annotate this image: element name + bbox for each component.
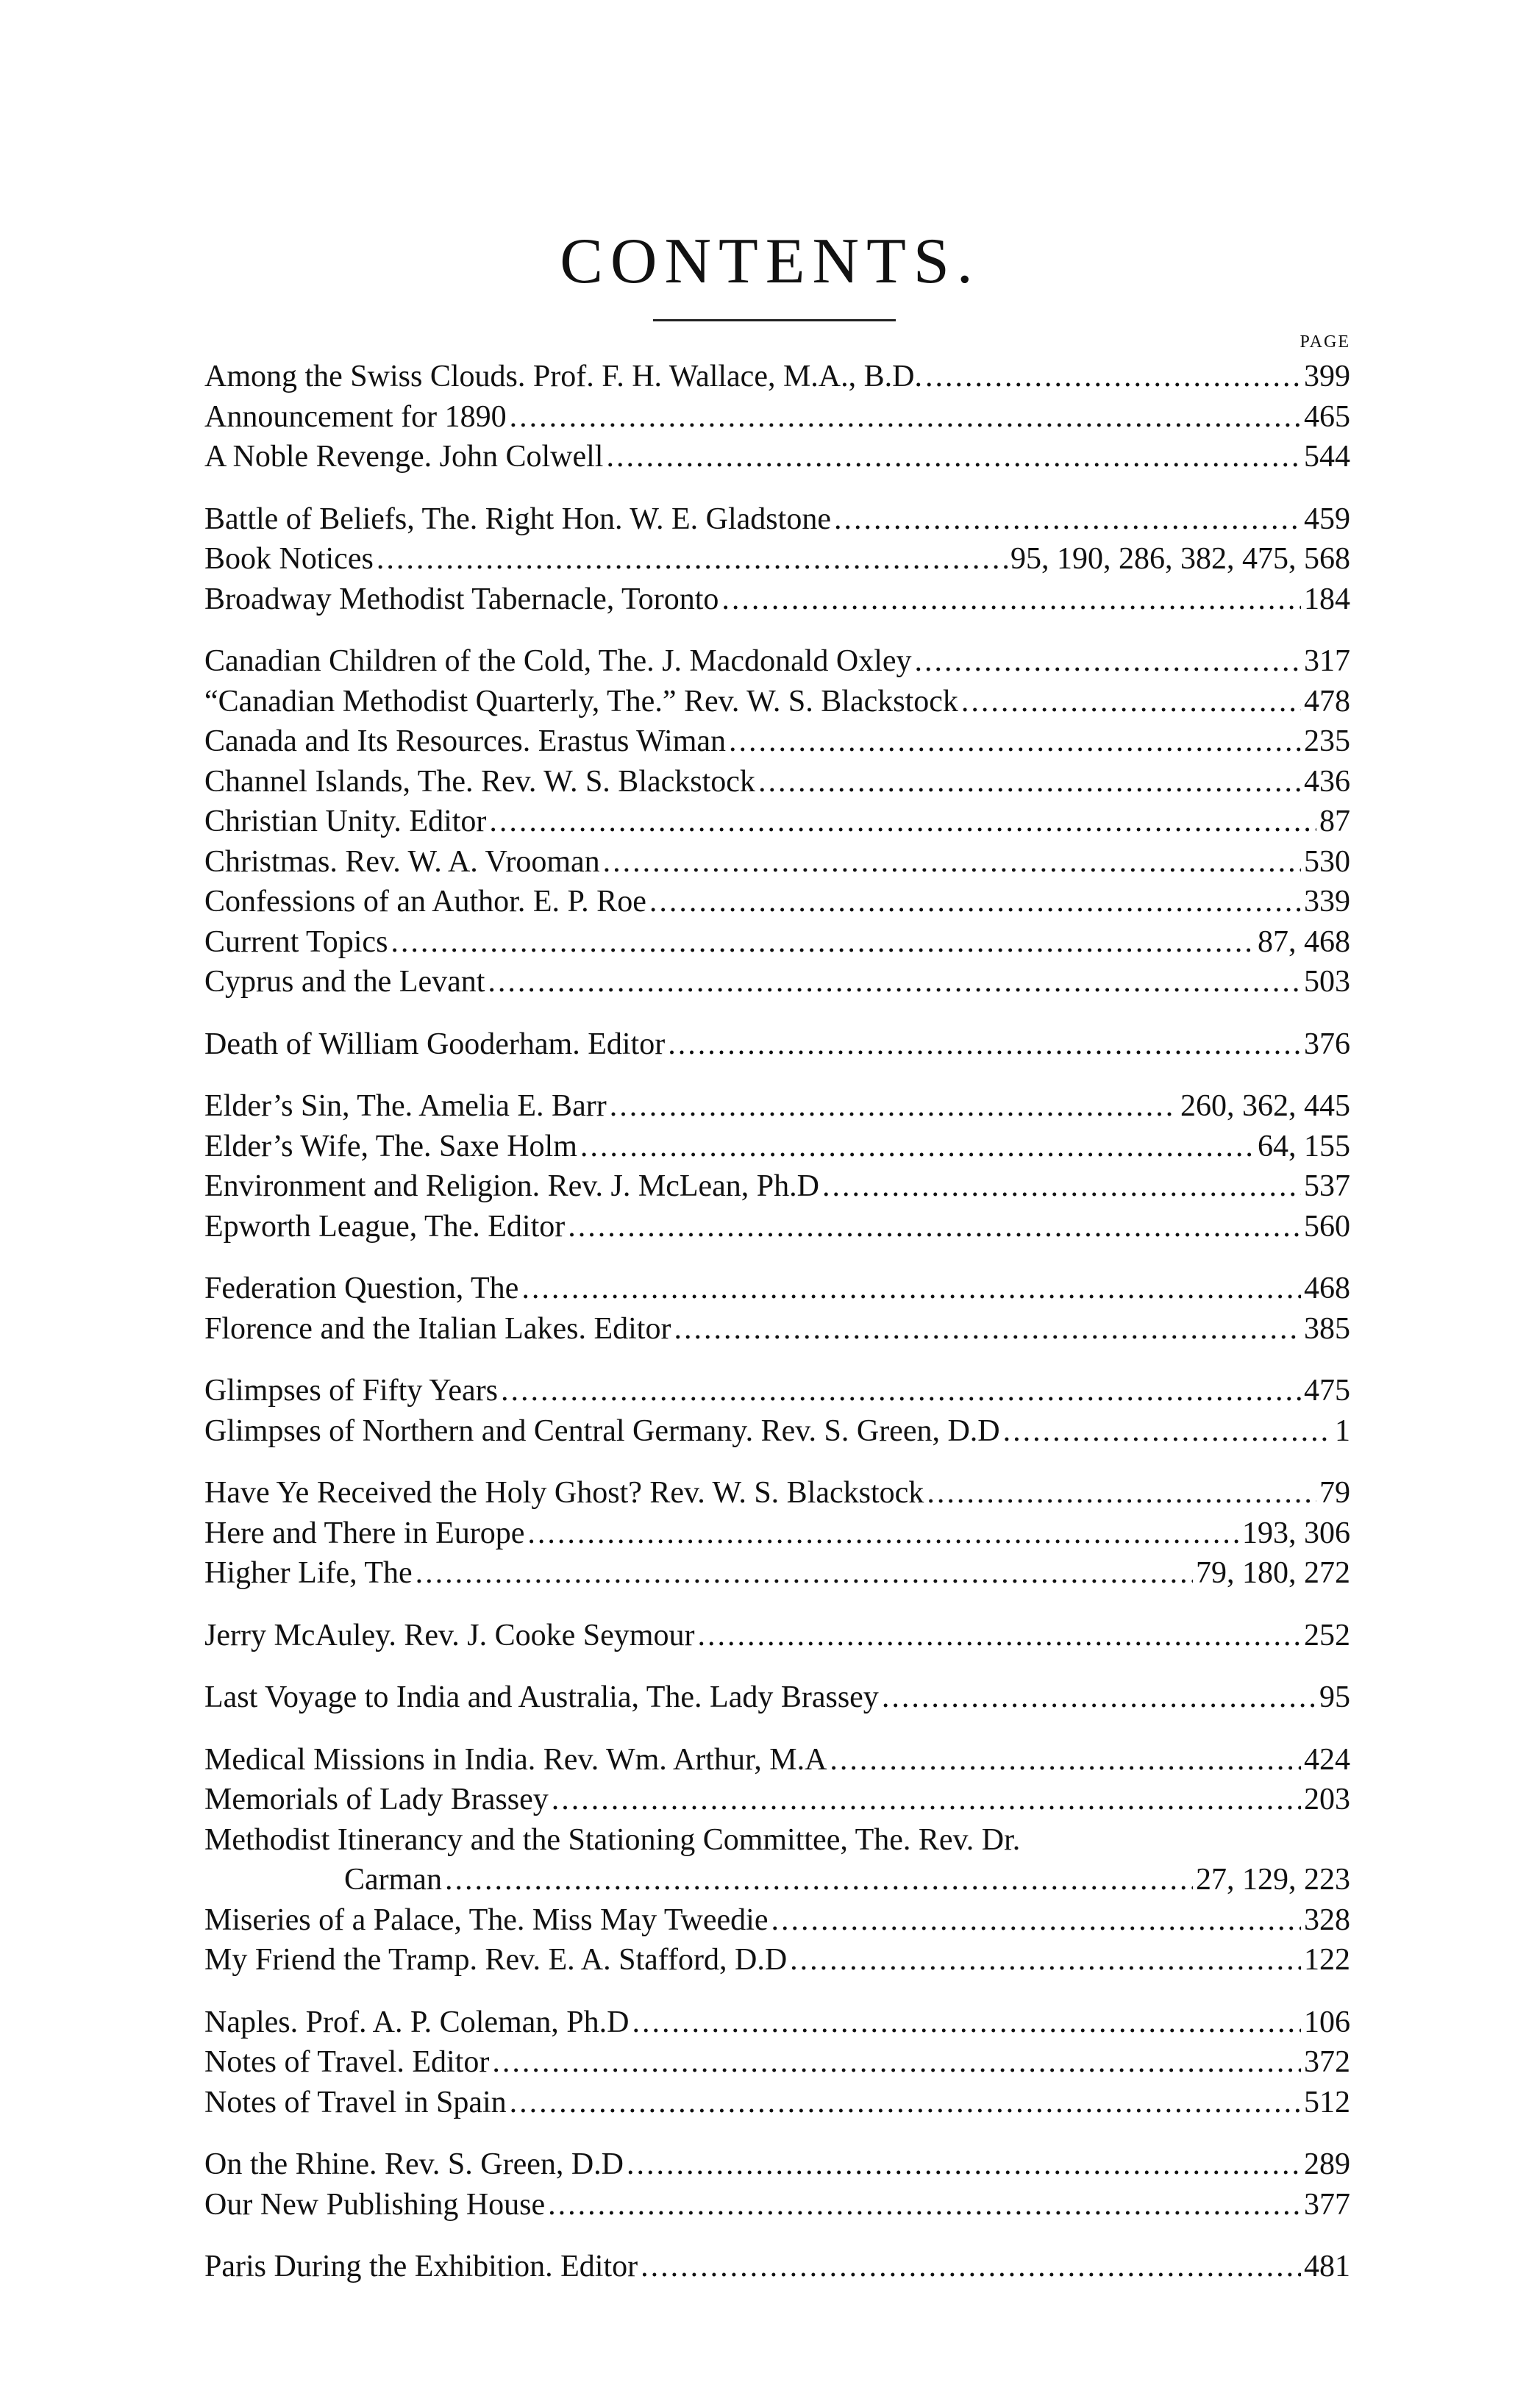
- contents-entry: [204, 1677, 1350, 1718]
- entry-page: 468: [1304, 1272, 1350, 1305]
- contents-entry: [204, 2185, 1350, 2225]
- dot-leader: [416, 1553, 1193, 1594]
- entry-title: Jerry McAuley. Rev. J. Cooke Seymour: [204, 1618, 695, 1652]
- entry-title: Glimpses of Northern and Central Germany. Rev. S. Green, D.D: [204, 1413, 1000, 1448]
- entry-group: [204, 2003, 1350, 2123]
- dot-leader: [697, 1616, 1301, 1656]
- contents-entry: [204, 2247, 1350, 2287]
- contents-entry: [204, 1860, 1350, 1900]
- entry-page: 372: [1304, 2045, 1350, 2079]
- entry-group: [204, 641, 1350, 1002]
- contents-entry: [204, 1207, 1350, 1247]
- entry-title-continuation: Carman: [344, 1863, 442, 1897]
- entry-title: Florence and the Italian Lakes. Editor: [204, 1311, 671, 1346]
- entry-page: 203: [1304, 1783, 1350, 1816]
- contents-entry: [204, 357, 1350, 397]
- contents-entry: [204, 1740, 1350, 1780]
- entry-title: Christmas. Rev. W. A. Vrooman: [204, 844, 600, 879]
- entry-page: 1: [1335, 1413, 1350, 1448]
- entry-title: Broadway Methodist Tabernacle, Toronto: [204, 582, 719, 616]
- entry-page: 328: [1304, 1903, 1350, 1937]
- entry-page: 87: [1319, 805, 1350, 838]
- dot-leader: [501, 1371, 1301, 1411]
- entry-page: 478: [1304, 684, 1350, 718]
- entry-title: Announcement for 1890: [204, 399, 507, 434]
- entry-title: Medical Missions in India. Rev. Wm. Arthur, M.A: [204, 1742, 827, 1777]
- entry-page: 512: [1304, 2085, 1350, 2119]
- contents-entry: [204, 1513, 1350, 1554]
- dot-leader: [606, 437, 1301, 477]
- entry-page: 87, 468: [1258, 924, 1350, 959]
- entry-group: [204, 1086, 1350, 1247]
- dot-leader: [510, 397, 1301, 438]
- entry-group: [204, 1616, 1350, 1656]
- dot-leader: [603, 842, 1301, 882]
- entry-page: 399: [1304, 360, 1350, 393]
- entry-page: 459: [1304, 502, 1350, 536]
- entry-page: 436: [1304, 764, 1350, 799]
- dot-leader: [925, 357, 1301, 397]
- entry-group: [204, 357, 1350, 477]
- dot-leader: [830, 1740, 1301, 1780]
- entry-page: 377: [1304, 2187, 1350, 2222]
- dot-leader: [882, 1677, 1316, 1718]
- contents-entry: [204, 1553, 1350, 1594]
- entry-page: 424: [1304, 1742, 1350, 1777]
- entry-title: Battle of Beliefs, The. Right Hon. W. E. Gladstone: [204, 502, 831, 536]
- contents-entry: [204, 721, 1350, 762]
- dot-leader: [377, 539, 1008, 580]
- entry-title: Methodist Itinerancy and the Stationing Committee, The. Rev. Dr.: [204, 1822, 1021, 1857]
- dot-leader: [568, 1207, 1301, 1247]
- contents-entry: [204, 802, 1350, 842]
- entry-title: Naples. Prof. A. P. Coleman, Ph.D: [204, 2005, 630, 2039]
- page-column-label: PAGE: [1300, 332, 1350, 352]
- entry-group: [204, 1371, 1350, 1451]
- contents-entry: [204, 1309, 1350, 1349]
- entry-title: Higher Life, The: [204, 1556, 413, 1590]
- contents-entry: [204, 1086, 1350, 1127]
- entry-group: [204, 499, 1350, 620]
- entry-title: Federation Question, The: [204, 1272, 519, 1305]
- entry-title: “Canadian Methodist Quarterly, The.” Rev. W. S. Blackstock: [204, 684, 958, 718]
- entry-page: 503: [1304, 965, 1350, 999]
- entry-page: 260, 362, 445: [1180, 1089, 1350, 1123]
- entry-title: Channel Islands, The. Rev. W. S. Blackstock: [204, 764, 755, 799]
- dot-leader: [489, 802, 1316, 842]
- entry-page: 481: [1304, 2250, 1350, 2283]
- entry-group: [204, 2247, 1350, 2287]
- dot-leader: [790, 1940, 1301, 1980]
- contents-entry: [204, 437, 1350, 477]
- entry-page: 537: [1304, 1169, 1350, 1203]
- entry-title: Epworth League, The. Editor: [204, 1209, 566, 1244]
- entry-title: Christian Unity. Editor: [204, 805, 487, 838]
- entry-page: 95: [1319, 1680, 1350, 1714]
- entry-page: 79: [1319, 1476, 1350, 1510]
- entry-title: Here and There in Europe: [204, 1516, 525, 1550]
- dot-leader: [641, 2247, 1301, 2287]
- contents-entry: [204, 539, 1350, 580]
- entry-page: 184: [1304, 582, 1350, 616]
- entry-title: Elder’s Sin, The. Amelia E. Barr: [204, 1089, 607, 1123]
- entry-title: A Noble Revenge. John Colwell: [204, 440, 604, 474]
- dot-leader: [822, 1166, 1301, 1207]
- entry-page: 339: [1304, 885, 1350, 919]
- entry-page: 317: [1304, 644, 1350, 678]
- entry-title: Memorials of Lady Brassey: [204, 1783, 549, 1816]
- contents-entry: [204, 580, 1350, 620]
- entry-page: 106: [1304, 2005, 1350, 2039]
- entry-title: Environment and Religion. Rev. J. McLean, Ph.D: [204, 1169, 819, 1203]
- dot-leader: [729, 721, 1301, 762]
- entry-page: 235: [1304, 724, 1350, 758]
- entry-page: 544: [1304, 440, 1350, 474]
- entry-title: Last Voyage to India and Australia, The. Lady Brassey: [204, 1680, 879, 1714]
- entry-title: Death of William Gooderham. Editor: [204, 1027, 666, 1061]
- entry-title: My Friend the Tramp. Rev. E. A. Stafford, D.D: [204, 1943, 788, 1977]
- entry-page: 289: [1304, 2147, 1350, 2181]
- entry-title: On the Rhine. Rev. S. Green, D.D: [204, 2147, 624, 2181]
- dot-leader: [627, 2144, 1301, 2185]
- entry-page: 122: [1304, 1943, 1350, 1977]
- dot-leader: [721, 580, 1301, 620]
- contents-entry: [204, 682, 1350, 722]
- dot-leader: [552, 1780, 1301, 1820]
- entry-title: Paris During the Exhibition. Editor: [204, 2250, 638, 2283]
- contents-entry: [204, 762, 1350, 802]
- contents-entry: [204, 2042, 1350, 2083]
- contents-entry: [204, 397, 1350, 438]
- dot-leader: [915, 641, 1301, 682]
- contents-entry: [204, 1269, 1350, 1309]
- entry-title: Book Notices: [204, 542, 374, 576]
- entry-page: 79, 180, 272: [1196, 1556, 1350, 1590]
- entry-title: Notes of Travel in Spain: [204, 2085, 507, 2119]
- entry-title: Among the Swiss Clouds. Prof. F. H. Wallace, M.A., B.D.: [204, 360, 922, 393]
- contents-entry: [204, 1166, 1350, 1207]
- entry-page: 376: [1304, 1027, 1350, 1061]
- dot-leader: [961, 682, 1301, 722]
- dot-leader: [548, 2185, 1301, 2225]
- dot-leader: [391, 922, 1255, 963]
- entry-page: 64, 155: [1258, 1129, 1350, 1163]
- contents-entry: [204, 1024, 1350, 1065]
- entry-title: Have Ye Received the Holy Ghost? Rev. W. S. Blackstock: [204, 1476, 924, 1510]
- title-rule: [653, 319, 896, 321]
- entry-page: 465: [1304, 399, 1350, 434]
- entry-group: [204, 2144, 1350, 2225]
- entry-group: [204, 1024, 1350, 1065]
- contents-entry: [204, 641, 1350, 682]
- entry-title: Glimpses of Fifty Years: [204, 1374, 499, 1408]
- entry-page: 95, 190, 286, 382, 475, 568: [1010, 542, 1350, 576]
- entry-group: [204, 1473, 1350, 1594]
- contents-entry: [204, 842, 1350, 882]
- entry-page: 530: [1304, 844, 1350, 879]
- entry-group: [204, 1269, 1350, 1349]
- dot-leader: [445, 1860, 1193, 1900]
- dot-leader: [610, 1086, 1177, 1127]
- entry-title: Miseries of a Palace, The. Miss May Tweedie: [204, 1903, 769, 1937]
- contents-entry: [204, 2144, 1350, 2185]
- contents-entry: [204, 882, 1350, 922]
- contents-entry: [204, 1473, 1350, 1513]
- dot-leader: [927, 1473, 1316, 1513]
- entry-page: 385: [1304, 1311, 1350, 1346]
- contents-entry: [204, 922, 1350, 963]
- dot-leader: [834, 499, 1301, 540]
- contents-list: [204, 357, 1350, 2309]
- dot-leader: [632, 2003, 1302, 2043]
- entry-title: Cyprus and the Levant: [204, 965, 485, 999]
- contents-entry: [204, 1371, 1350, 1411]
- contents-entry: [204, 2003, 1350, 2043]
- dot-leader: [492, 2042, 1301, 2083]
- contents-entry: [204, 1127, 1350, 1167]
- dot-leader: [668, 1024, 1301, 1065]
- dot-leader: [521, 1269, 1301, 1309]
- entry-page: 475: [1304, 1374, 1350, 1408]
- entry-page: 252: [1304, 1618, 1350, 1652]
- entry-title: Confessions of an Author. E. P. Roe: [204, 885, 646, 919]
- dot-leader: [488, 962, 1301, 1002]
- dot-leader: [580, 1127, 1255, 1167]
- entry-page: 560: [1304, 1209, 1350, 1244]
- entry-title: Notes of Travel. Editor: [204, 2045, 490, 2079]
- contents-entry: [204, 962, 1350, 1002]
- dot-leader: [674, 1309, 1301, 1349]
- dot-leader: [1003, 1411, 1332, 1452]
- entry-title: Our New Publishing House: [204, 2187, 546, 2222]
- contents-entry: [204, 499, 1350, 540]
- contents-entry: [204, 1780, 1350, 1820]
- entry-page: 27, 129, 223: [1196, 1863, 1350, 1897]
- entry-title: Canada and Its Resources. Erastus Wiman: [204, 724, 727, 758]
- entry-title: Elder’s Wife, The. Saxe Holm: [204, 1129, 577, 1163]
- entry-group: [204, 1677, 1350, 1718]
- entry-title: Current Topics: [204, 924, 388, 959]
- contents-entry: [204, 1940, 1350, 1980]
- dot-leader: [771, 1900, 1301, 1941]
- contents-entry: [204, 1900, 1350, 1941]
- entry-page: 193, 306: [1242, 1516, 1350, 1550]
- page-title: CONTENTS.: [560, 226, 980, 297]
- contents-entry: [204, 1411, 1350, 1452]
- dot-leader: [527, 1513, 1239, 1554]
- entry-group: [204, 1740, 1350, 1980]
- entry-title: Canadian Children of the Cold, The. J. Macdonald Oxley: [204, 644, 912, 678]
- dot-leader: [649, 882, 1301, 922]
- contents-entry: [204, 1616, 1350, 1656]
- dot-leader: [510, 2083, 1301, 2123]
- dot-leader: [758, 762, 1301, 802]
- contents-entry: [204, 2083, 1350, 2123]
